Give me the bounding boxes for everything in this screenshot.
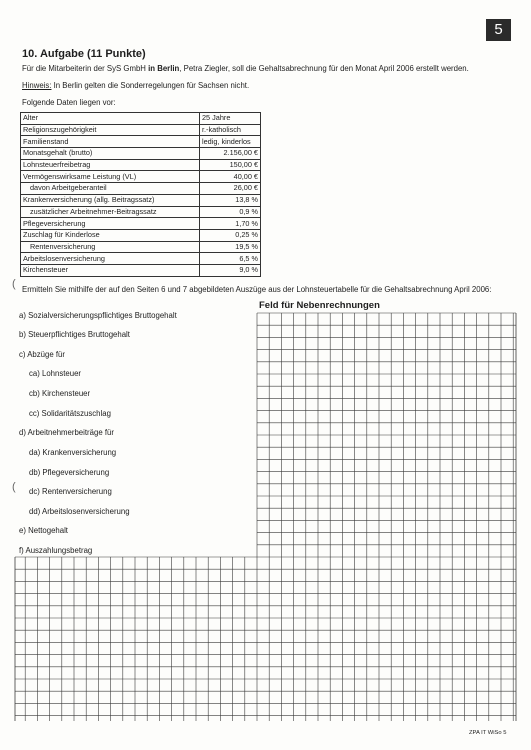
table-cell-label: Familienstand [21, 136, 200, 148]
hint-text: In Berlin gelten die Sonderregelungen für Sachsen nicht. [51, 81, 250, 90]
table-cell-label: Alter [21, 113, 200, 125]
table-cell-value: 6,5 % [200, 253, 261, 265]
question-item: dc) Rentenversicherung [29, 487, 112, 496]
table-cell-value: 13,8 % [200, 194, 261, 206]
table-cell-label: Rentenversicherung [21, 241, 200, 253]
table-cell-label: Kirchensteuer [21, 264, 200, 276]
table-cell-value: 25 Jahre [200, 113, 261, 125]
question-item: c) Abzüge für [19, 350, 65, 359]
table-cell-value: 0,9 % [200, 206, 261, 218]
footer-code: ZPA IT WiSo 5 [469, 730, 507, 736]
table-cell-value: 1,70 % [200, 218, 261, 230]
table-cell-value: 19,5 % [200, 241, 261, 253]
punch-hole-mark: ( [12, 278, 16, 290]
table-cell-label: Zuschlag für Kinderlose [21, 229, 200, 241]
table-cell-label: Krankenversicherung (allg. Beitragssatz) [21, 194, 200, 206]
table-cell-value: ledig, kinderlos [200, 136, 261, 148]
table-cell-label: davon Arbeitgeberanteil [21, 183, 200, 195]
question-item: e) Nettogehalt [19, 526, 68, 535]
table-cell-value: 9,0 % [200, 264, 261, 276]
table-cell-label: Religionszugehörigkeit [21, 124, 200, 136]
intro-text-before: Für die Mitarbeiterin der SyS GmbH [22, 64, 149, 73]
table-cell-label: zusätzlicher Arbeitnehmer-Beitragssatz [21, 206, 200, 218]
task-instruction: Ermitteln Sie mithilfe der auf den Seiten 6 und 7 abgebildeten Auszüge aus der Lohnsteuertabelle für die Gehaltsabrechnung April 2006: [22, 285, 492, 294]
table-cell-value: 2.156,00 € [200, 148, 261, 160]
table-cell-value: 26,00 € [200, 183, 261, 195]
question-item: da) Krankenversicherung [29, 448, 117, 457]
table-cell-label: Lohnsteuerfreibetrag [21, 159, 200, 171]
intro-text-bold: in Berlin [148, 64, 180, 73]
grid-title: Feld für Nebenrechnungen [259, 300, 380, 311]
question-item: cb) Kirchensteuer [29, 389, 91, 398]
table-cell-value: r.-katholisch [200, 124, 261, 136]
table-cell-value: 150,00 € [200, 159, 261, 171]
question-item: dd) Arbeitslosenversicherung [29, 507, 130, 516]
data-intro: Folgende Daten liegen vor: [22, 98, 116, 107]
punch-hole-mark-2: ( [12, 481, 16, 493]
question-item: f) Auszahlungsbetrag [19, 546, 93, 555]
question-item: a) Sozialversicherungspflichtiges Bruttogehalt [19, 311, 177, 320]
question-item: b) Steuerpflichtiges Bruttogehalt [19, 330, 130, 339]
question-item: d) Arbeitnehmerbeiträge für [19, 428, 114, 437]
table-cell-label: Arbeitslosenversicherung [21, 253, 200, 265]
question-item: ca) Lohnsteuer [29, 369, 82, 378]
table-cell-value: 40,00 € [200, 171, 261, 183]
question-item: cc) Solidaritätszuschlag [29, 409, 111, 418]
hint-label: Hinweis: [22, 81, 52, 90]
table-cell-label: Vermögenswirksame Leistung (VL) [21, 171, 200, 183]
intro-text-after: , Petra Ziegler, soll die Gehaltsabrechnung für den Monat April 2006 erstellt werden. [179, 64, 469, 73]
page-number-badge: 5 [486, 19, 511, 41]
table-cell-label: Pflegeversicherung [21, 218, 200, 230]
table-cell-value: 0,25 % [200, 229, 261, 241]
question-item: db) Pflegeversicherung [29, 468, 110, 477]
task-title: 10. Aufgabe (11 Punkte) [22, 48, 146, 60]
table-cell-label: Monatsgehalt (brutto) [21, 148, 200, 160]
